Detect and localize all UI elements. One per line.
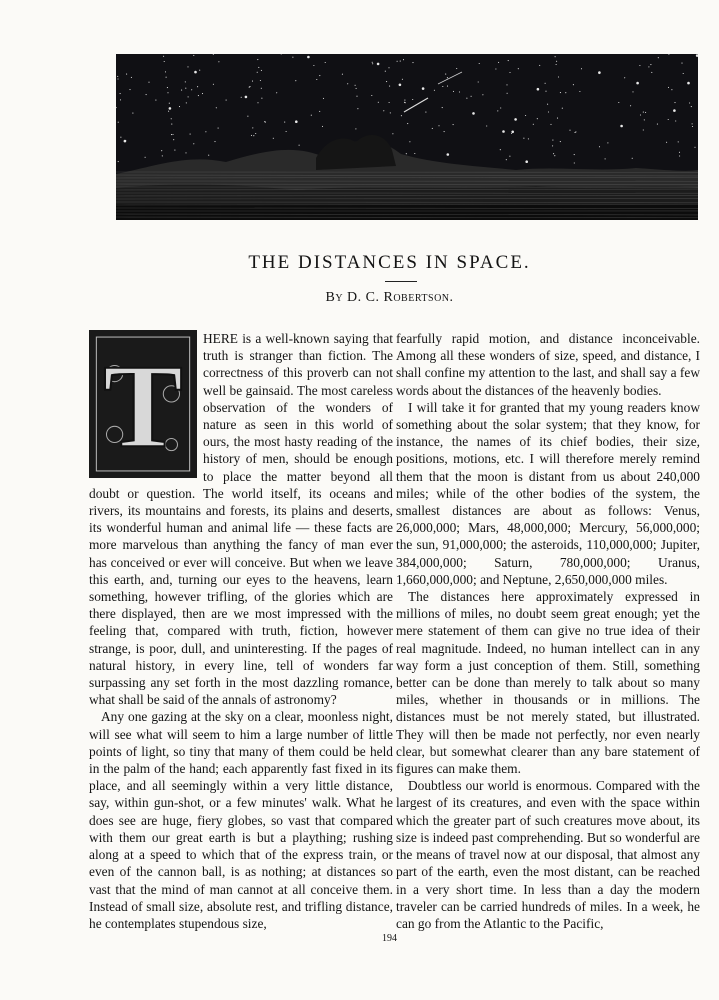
article-title: THE DISTANCES IN SPACE. [248,252,531,273]
star [573,84,574,85]
star [552,140,553,141]
star [191,89,192,90]
star [255,133,256,134]
star [518,68,519,69]
star [624,77,625,78]
star [438,125,439,126]
star [120,99,121,100]
star [307,56,310,59]
star [687,82,690,85]
star [171,118,172,119]
star [400,61,401,62]
star [205,131,206,132]
star [679,155,680,156]
star [409,141,410,142]
star [404,100,405,101]
star [506,84,507,85]
star [164,61,165,62]
star [558,76,559,77]
star [442,86,443,87]
star [252,81,253,82]
star [372,62,373,63]
star [506,159,507,160]
star [447,153,450,156]
star [197,86,198,87]
star [442,107,443,108]
star [502,130,505,133]
star [422,87,425,90]
star [683,73,684,74]
star [509,72,510,73]
first-paragraph-text: HERE is a well-known saying that truth is stranger than fiction. The correctness of this proverb can not well be gainsaid. The most careless observation of the wonders of nature as seen in this world of ours, the most hasty reading of the history of men, should be enough to place the matter beyond all doubt or question. The world itself, its oceans and rivers, its mountains and forests, its plains and deserts, its wonderful human and animal life — these facts are more marvelous than anything the fancy of man ever has conceived or ever will conceive. But when we leave this earth, and, turning our eyes to the heavens, learn something, however trifling, of the glories which are there displayed, then are we most impressed with the feeling that, compared with truth, fiction, however strange, is poor, dull, and uninteresting. If the pages of natural history, in every line, tell of wonders far surpassing any set forth in the most dazzling romance, what shall be said of the annals of astronomy? [89,331,393,708]
star [434,90,435,91]
star [657,124,658,125]
star [257,102,258,103]
star [218,61,219,62]
star [640,114,641,115]
star [574,132,575,133]
star [453,91,454,92]
star [356,88,357,89]
star [378,102,379,103]
star [163,56,164,57]
paragraph-2-continued: fearfully rapid motion, and distance inconceivable. Among all these wonders of size, speed, and distance, I shall confine my attention to the last, and shall say a few words about the distances of the heavenly bodies. [396,331,700,398]
star [169,103,170,104]
star [537,88,540,91]
star [412,62,413,63]
star [342,74,343,75]
star [479,63,480,64]
paragraph-4: The distances here approximately expressed in millions of miles, no doubt seem great enough; yet the mere statement of them can give no true idea of their real magnitude. Indeed, no human intellect can in any way form a just conception of them. Still, something better can be done than merely to talk about so many miles, whether in thousands or in millions. The distances must be not merely stated, but illustrated. They will then be made not perfectly, nor even nearly clear, but somewhat clearer than any bare statement of figures can make them. [396,589,700,777]
star [692,126,693,127]
star [214,141,215,142]
star [406,153,407,154]
star [319,75,320,76]
star [636,82,639,85]
star [261,98,262,99]
star [581,68,582,69]
star [692,123,693,124]
star [187,66,188,67]
star [245,96,248,99]
star [117,76,118,77]
star [632,91,633,92]
star [198,95,199,96]
star [284,122,285,123]
star [216,107,217,108]
star [273,138,274,139]
star [186,102,187,103]
star [120,93,121,94]
star [292,57,293,58]
star [299,145,300,146]
star [171,124,172,125]
star [607,142,608,143]
star [478,81,479,82]
ornamental-dropcap [89,330,197,478]
star [357,108,358,109]
star [554,155,555,156]
star [401,115,402,116]
star [165,71,166,72]
star [569,130,570,131]
star [311,115,312,116]
star [166,77,167,78]
star [666,142,667,143]
dropcap-letter-art [92,333,194,475]
star [537,118,538,119]
star [168,111,169,112]
star [174,150,175,151]
star [643,129,644,130]
star [650,64,651,65]
star [691,106,692,107]
star [132,113,133,114]
star [545,83,546,84]
star [407,123,408,124]
star [118,161,119,162]
star [405,102,406,103]
star [545,91,546,92]
star [258,67,259,68]
star [555,56,556,57]
star [673,109,676,112]
star [689,102,690,103]
star [472,112,475,115]
star [500,149,501,150]
star [539,65,540,66]
star [193,143,194,144]
star [295,80,296,81]
paragraph-3: I will take it for granted that my young readers know something about the solar system; that they know, for instance, the names of its chief bodies, their size, positions, motions, etc. I will therefore merely remind them that the moon is distant from us about 240,000 miles; while of the other bodies of the system, the smallest distances are about as follows: Venus, 26,000,000; Mars, 48,000,000; Mercury, 56,000,000; the sun, 91,000,000; the asteroids, 110,000,000; Jupiter, 384,000,000; Saturn, 780,000,000; Uranus, 1,660,000,000; and Neptune, 2,650,000,000 miles. [396,399,700,587]
author-name: D. C. Robertson. [347,290,454,305]
star [552,145,553,146]
star [574,162,575,163]
star [550,124,551,125]
star [172,134,173,135]
star [444,131,445,132]
star [514,118,517,121]
star [509,156,510,157]
star [252,127,253,128]
star [295,120,298,123]
star [126,74,127,75]
star [356,96,357,97]
star [371,95,372,96]
star [322,126,323,127]
star [208,155,209,156]
star [412,99,413,100]
star [257,59,258,60]
star [161,150,162,151]
star [645,112,646,113]
star [618,102,619,103]
star [131,77,132,78]
star [511,131,514,134]
star [249,87,250,88]
star [575,131,576,132]
star [562,108,563,109]
star [447,77,448,78]
byline-prefix: By [325,290,344,305]
star [392,133,393,134]
star [397,61,398,62]
star [508,60,509,61]
star [179,106,180,107]
star [445,74,446,75]
star [553,153,554,154]
star [679,152,680,153]
star [414,153,415,154]
star [402,79,403,80]
right-column [396,330,700,932]
star [447,86,448,87]
star [547,104,548,105]
star [432,128,433,129]
star [486,125,487,126]
star [579,91,580,92]
star [261,70,262,71]
star [574,154,575,155]
star [173,139,174,140]
star [466,98,467,99]
title-rule [385,281,417,282]
star [167,87,168,88]
star [241,97,242,98]
page-number: 194 [382,933,397,944]
star [533,124,534,125]
star [388,67,389,68]
star [148,82,149,83]
dropcap-glyph: T [103,339,183,473]
star [678,141,679,142]
byline [0,290,719,306]
star [145,157,146,158]
star [605,158,606,159]
star [560,141,561,142]
star [383,110,384,111]
star [495,68,496,69]
star [557,118,558,119]
star [276,92,277,93]
star [459,91,460,92]
star [599,146,600,147]
star [247,116,248,117]
star [525,115,526,116]
star [390,112,391,113]
star [668,119,669,120]
star [671,89,672,90]
star [643,112,644,113]
star [286,131,287,132]
star [389,102,390,103]
star [155,100,156,101]
star [171,134,172,135]
star [162,155,163,156]
star [185,152,186,153]
star [129,89,130,90]
star [556,64,557,65]
star [193,55,194,56]
star [651,72,652,73]
star [648,66,649,67]
star [507,93,508,94]
star [190,134,191,135]
star [528,138,529,139]
star [185,81,186,82]
star [620,125,623,128]
star [639,65,640,66]
star [313,65,314,66]
star [386,81,387,82]
star [124,140,127,143]
star [498,62,499,63]
star [674,102,675,103]
star [399,84,402,87]
star [146,94,147,95]
star [117,78,118,79]
star [377,63,380,66]
star [644,119,645,120]
star [556,61,557,62]
first-paragraph [89,330,393,708]
star [355,128,356,129]
star [471,96,472,97]
star [453,124,454,125]
star [482,94,483,95]
paragraph-5: Doubtless our world is enormous. Compared with the largest of its creatures, and even with the space within which the greater part of such creatures move about, its size is indeed past comprehending. But so wonderful are the means of travel now at our disposal, that almost any part of the earth, even the most distant, can be reached in a very short time. In less than a day the modern traveler can be carried hundreds of miles. In a week, he can go from the Atlantic to the Pacific, [396,778,700,931]
star [202,93,203,94]
star [257,72,258,73]
star [525,160,528,163]
star [199,70,200,71]
star [265,122,266,123]
star [497,110,498,111]
star [260,80,261,81]
star [251,135,252,136]
star [261,88,262,89]
star [194,71,197,74]
star [355,85,356,86]
star [169,107,172,110]
star [668,87,669,88]
star [632,158,633,159]
star [319,111,320,112]
star [681,63,682,64]
star [213,84,214,85]
star [325,62,326,63]
star [167,92,168,93]
star [188,96,189,97]
star [500,107,501,108]
star [226,100,227,101]
night-sky-illustration [116,54,698,220]
star [120,137,121,138]
star [675,120,676,121]
star [385,71,386,72]
star [630,105,631,106]
star [694,147,695,148]
star [389,86,390,87]
star [372,63,373,64]
star [118,122,119,123]
star [523,138,524,139]
starry-landscape-engraving [116,54,698,220]
star [185,88,186,89]
star [658,57,659,58]
star [425,112,426,113]
star [548,111,549,112]
star [218,128,219,129]
star [565,92,566,93]
paragraph-2: Any one gazing at the sky on a clear, moonless night, will see what will seem to him a large number of little points of light, so tiny that many of them could be held in the palm of the hand; each apparently fast fixed in its place, and all seemingly within a very little distance, say, within gun-shot, or a few minutes' walk. What he does see are huge, fiery globes, so vast that compared with them our great earth is but a plaything; rushing along at a speed to which that of the express train, or even of the cannon ball, is as nothing; at distances so vast that the mind of man cannot at all conceive them. Instead of small size, absolute rest, and trifling distance, he contemplates stupendous size, [89,709,393,931]
star [599,73,600,74]
star [403,59,404,60]
star [181,90,182,91]
star [347,83,348,84]
star [253,135,254,136]
left-column [89,330,393,932]
star [323,98,324,99]
star [316,79,317,80]
star [511,133,512,134]
star [560,92,561,93]
star [456,68,457,69]
